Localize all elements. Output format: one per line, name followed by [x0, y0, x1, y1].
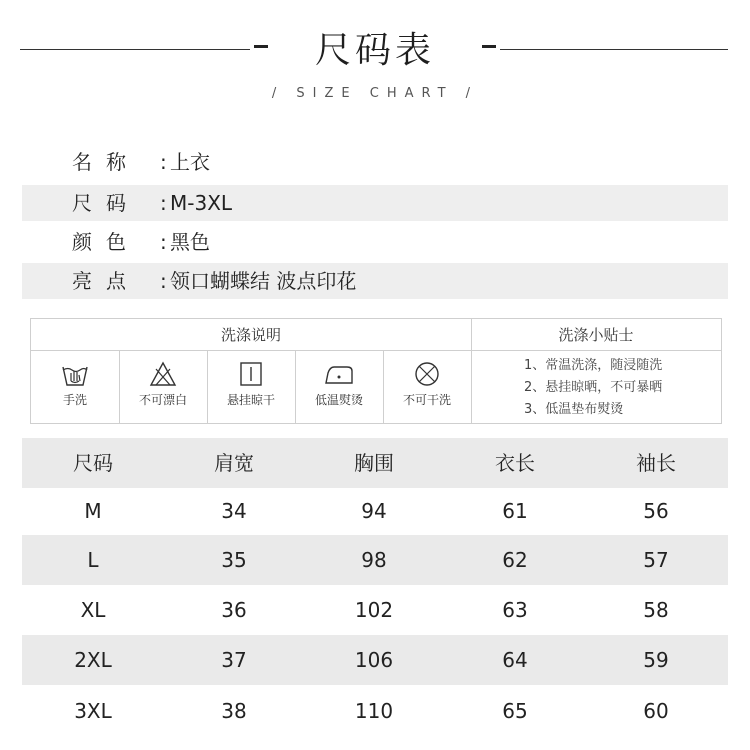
table-row: [22, 486, 728, 536]
table-cell: 35: [221, 548, 247, 572]
table-cell: 94: [361, 499, 387, 523]
table-cell: 64: [502, 648, 528, 672]
table-row: [22, 686, 728, 736]
care-panel: [30, 318, 722, 424]
column-header: 肩宽: [214, 451, 254, 475]
care-label: 低温熨烫: [314, 393, 363, 407]
info-row-name: [22, 144, 728, 180]
table-cell: L: [87, 548, 99, 572]
info-colon: :: [160, 230, 167, 254]
info-colon: :: [160, 150, 167, 174]
tip-item: 2、悬挂晾晒，不可暴晒: [524, 380, 663, 395]
info-label: 名称: [72, 150, 140, 174]
care-label: 悬挂晾干: [226, 393, 275, 407]
table-cell: M: [84, 499, 102, 523]
table-cell: 63: [502, 598, 528, 622]
wash-tips: [524, 355, 662, 421]
table-cell: 34: [221, 499, 247, 523]
info-label: 尺码: [72, 191, 140, 215]
info-value: 上衣: [170, 150, 210, 174]
tip-item: 3、低温垫布熨烫: [524, 402, 624, 417]
care-item-hand-wash: [31, 351, 119, 423]
page-title: 尺码表: [314, 30, 435, 71]
table-row: [22, 635, 728, 685]
no-bleach-icon: [148, 359, 178, 389]
table-cell: 59: [643, 648, 669, 672]
info-value: 领口蝴蝶结 波点印花: [170, 269, 357, 293]
table-cell: 38: [221, 699, 247, 723]
table-cell: 3XL: [74, 699, 112, 723]
table-cell: 2XL: [74, 648, 112, 672]
info-value: 黑色: [170, 230, 210, 254]
care-item-line-dry: [207, 351, 295, 423]
table-cell: 57: [643, 548, 669, 572]
care-label: 不可漂白: [138, 393, 187, 407]
table-cell: 110: [354, 699, 394, 723]
table-row: [22, 535, 728, 585]
column-header: 尺码: [73, 451, 113, 475]
care-item-low-iron: [295, 351, 383, 423]
page-subtitle: / SIZE CHART /: [271, 86, 479, 101]
table-cell: 58: [643, 598, 669, 622]
column-header: 衣长: [495, 451, 535, 475]
table-cell: XL: [80, 598, 106, 622]
hand-wash-icon: [60, 359, 90, 389]
care-item-no-dry-clean: [383, 351, 471, 423]
tips-heading: 洗涤小贴士: [471, 319, 721, 351]
header-rule-right: [500, 49, 728, 50]
table-cell: 37: [221, 648, 247, 672]
table-cell: 36: [221, 598, 247, 622]
column-header: 胸围: [354, 451, 394, 475]
table-cell: 98: [361, 548, 387, 572]
size-table-header: [22, 438, 728, 488]
care-label: 不可干洗: [402, 393, 451, 407]
care-label: 手洗: [62, 393, 87, 407]
info-label: 亮点: [72, 269, 140, 293]
info-row-highlights: [22, 263, 728, 299]
info-row-color: [22, 224, 728, 260]
table-cell: 62: [502, 548, 528, 572]
column-header: 袖长: [636, 451, 676, 475]
table-cell: 56: [643, 499, 669, 523]
info-colon: :: [160, 191, 167, 215]
no-tumble-dry-icon: [412, 359, 442, 389]
tip-item: 1、常温洗涤，随浸随洗: [524, 358, 663, 373]
table-cell: 65: [502, 699, 528, 723]
table-cell: 106: [354, 648, 394, 672]
header-dash-right: [482, 45, 496, 48]
info-row-size: [22, 185, 728, 221]
info-colon: :: [160, 269, 167, 293]
info-label: 颜色: [72, 230, 140, 254]
table-row: [22, 585, 728, 635]
table-cell: 102: [354, 598, 394, 622]
care-divider: [471, 319, 472, 423]
table-cell: 60: [643, 699, 669, 723]
line-dry-icon: [236, 359, 266, 389]
care-item-no-bleach: [119, 351, 207, 423]
info-value: M-3XL: [170, 191, 233, 215]
table-cell: 61: [502, 499, 528, 523]
low-iron-icon: [322, 359, 356, 389]
wash-heading: 洗涤说明: [31, 319, 471, 351]
